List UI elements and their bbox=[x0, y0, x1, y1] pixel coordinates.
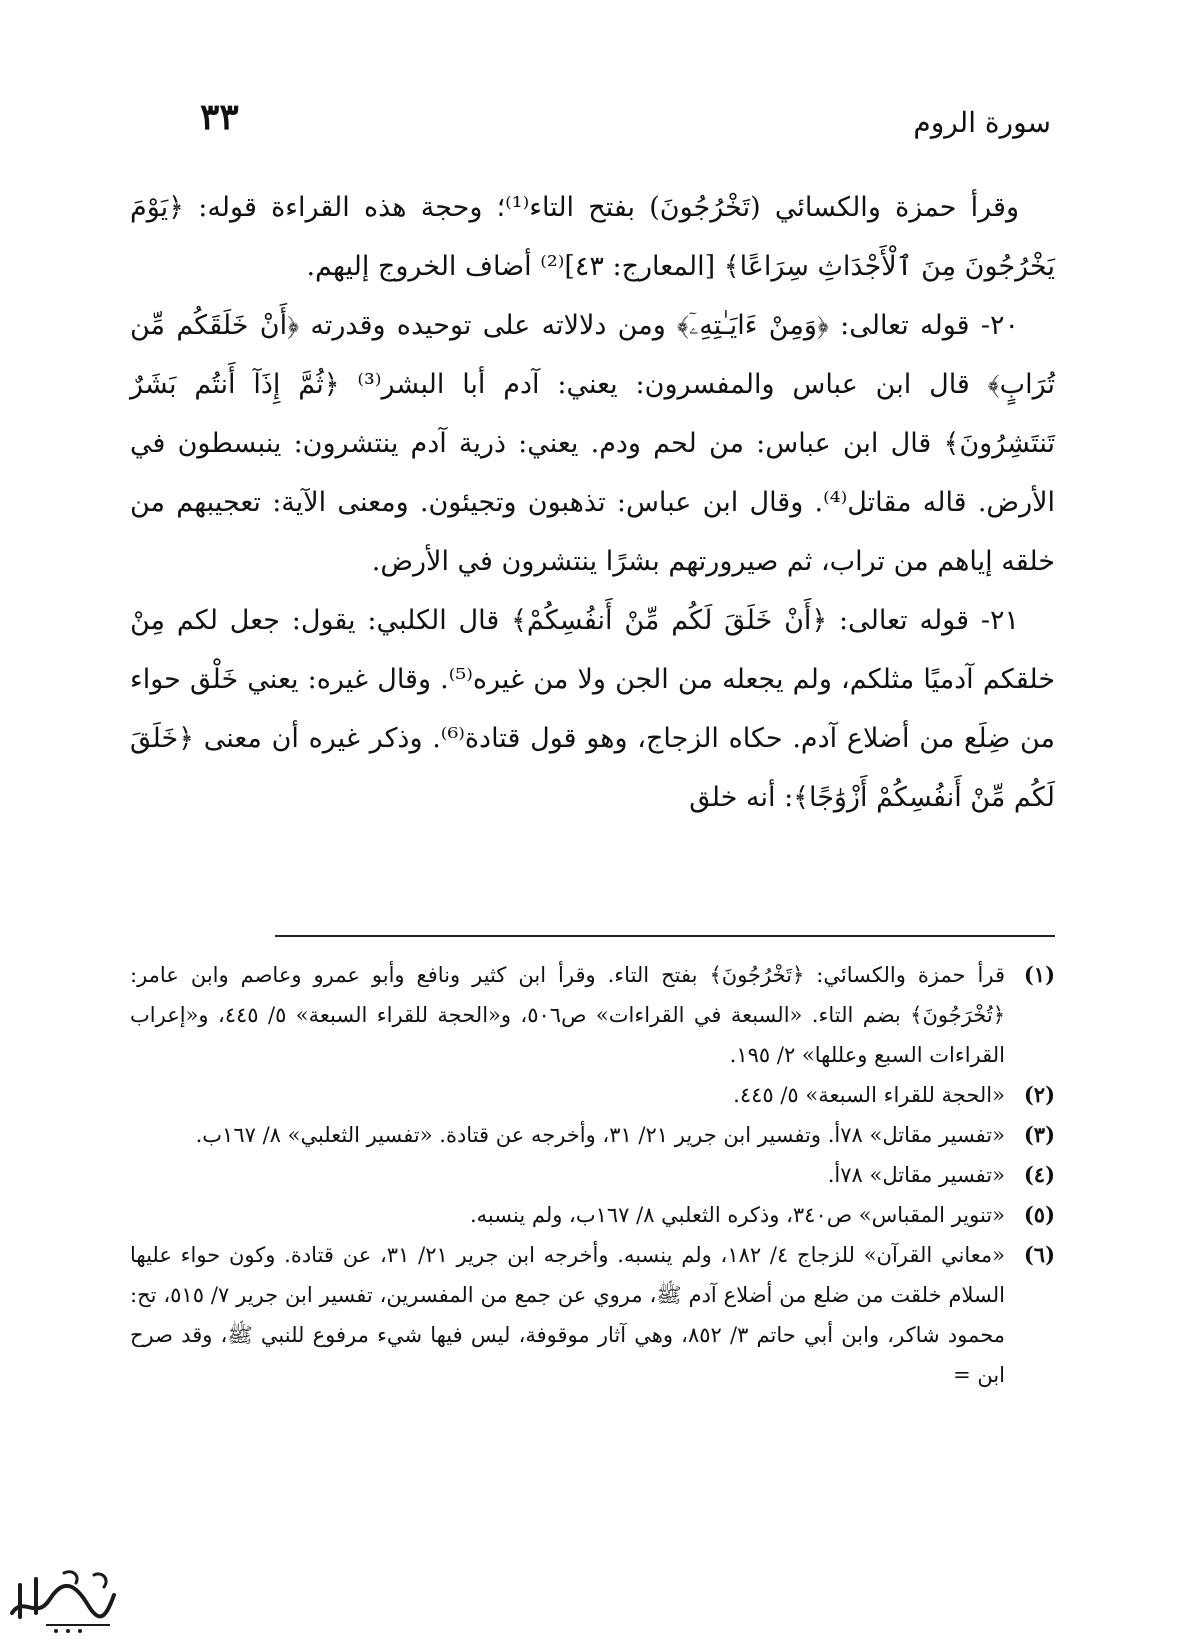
surah-title: سورة الروم bbox=[913, 106, 1051, 139]
footnote bbox=[130, 1115, 1055, 1155]
footnote bbox=[130, 955, 1055, 1075]
paragraph: وقرأ حمزة والكسائي (تَخْرُجُونَ) بفتح التاء⁽¹⁾؛ وحجة هذه القراءة قوله: ﴿يَوْمَ يَخْرُجُونَ مِنَ ٱلْأَجْدَاثِ سِرَاعًا﴾ [المعارج: ٤٣]⁽²⁾ أضاف الخروج إليهم. bbox=[130, 192, 1055, 282]
footnote-text: «تفسير مقاتل» ٧٨أ. وتفسير ابن جرير ٢١/ ٣١، وأخرجه عن قتادة. «تفسير الثعلبي» ٨/ ١٦٧ب. bbox=[195, 1123, 1005, 1147]
footnote-number: (١) bbox=[1023, 962, 1055, 987]
footnote bbox=[130, 1155, 1055, 1195]
footnote bbox=[130, 1075, 1055, 1115]
footnote-number: (٢) bbox=[1023, 1082, 1055, 1107]
footnote bbox=[130, 1195, 1055, 1235]
main-text bbox=[130, 178, 1055, 827]
footnote-number: (٣) bbox=[1023, 1122, 1055, 1147]
footnote-text: «تنوير المقباس» ص٣٤٠، وذكره الثعلبي ٨/ ١٦٧ب، ولم ينسبه. bbox=[470, 1203, 1005, 1227]
footnotes bbox=[130, 955, 1055, 1395]
footnote bbox=[130, 1235, 1055, 1395]
footnote-text: قرأ حمزة والكسائي: ﴿تَخْرُجُونَ﴾ بفتح التاء. وقرأ ابن كثير ونافع وأبو عمرو وعاصم وابن عامر: ﴿تُخْرَجُونَ﴾ بضم التاء. «السبعة في القراءات» ص٥٠٦، و«الحجة للقراء السبعة» ٥/ ٤٤٥، و«إعراب القراءات السبع وعللها» ٢/ ١٩٥. bbox=[130, 963, 1006, 1067]
footnote-text: «معاني القرآن» للزجاج ٤/ ١٨٢، ولم ينسبه. وأخرجه ابن جرير ٢١/ ٣١، عن قتادة. وكون حواء عليها السلام خلقت من ضلع من أضلاع آدم ﷺ، مروي عن جمع من المفسرين، تفسير ابن جرير ٧/ ٥١٥، تح: محمود شاكر، وابن أبي حاتم ٣/ ٨٥٢، وهي آثار موقوفة، ليس فيها شيء مرفوع للنبي ﷺ، وقد صرح ابن = bbox=[130, 1243, 1005, 1387]
paragraph: ٢٠- قوله تعالى: ﴿وَمِنْ ءَايَـٰتِهِۦٓ﴾ ومن دلالاته على توحيده وقدرته ﴿أَنْ خَلَقَكُم مِّن تُرَابٍ﴾ قال ابن عباس والمفسرون: يعني: آدم أبا البشر⁽³⁾ ﴿ثُمَّ إِذَآ أَنتُم بَشَرٌ تَنتَشِرُونَ﴾ قال ابن عباس: من لحم ودم. يعني: ذرية آدم ينتشرون: ينبسطون في الأرض. قاله مقاتل⁽⁴⁾. وقال ابن عباس: تذهبون وتجيئون. ومعنى الآية: تعجيبهم من خلقه إياهم من تراب، ثم صيرورتهم بشرًا ينتشرون في الأرض. bbox=[130, 310, 1056, 577]
page-header bbox=[120, 96, 1065, 156]
footnote-number: (٦) bbox=[1023, 1242, 1055, 1267]
footnote-divider bbox=[275, 935, 1055, 937]
footnote-number: (٤) bbox=[1023, 1162, 1055, 1187]
footnote-text: «تفسير مقاتل» ٧٨أ. bbox=[827, 1163, 1005, 1187]
watermark-logo bbox=[6, 1555, 118, 1637]
page-number: ٣٣ bbox=[200, 96, 239, 138]
footnote-number: (٥) bbox=[1023, 1202, 1055, 1227]
footnote-text: «الحجة للقراء السبعة» ٥/ ٤٤٥. bbox=[733, 1083, 1005, 1107]
paragraph: ٢١- قوله تعالى: ﴿أَنْ خَلَقَ لَكُم مِّنْ أَنفُسِكُمْ﴾ قال الكلبي: يقول: جعل لكم مِنْ خلقكم آدميًا مثلكم، ولم يجعله من الجن ولا من غيره⁽⁵⁾. وقال غيره: يعني خَلْق حواء من ضِلَع من أضلاع آدم. حكاه الزجاج، وهو قول قتادة⁽⁶⁾. وذكر غيره أن معنى ﴿خَلَقَ لَكُم مِّنْ أَنفُسِكُمْ أَزْوَٰجًا﴾: أنه خلق bbox=[130, 605, 1056, 813]
